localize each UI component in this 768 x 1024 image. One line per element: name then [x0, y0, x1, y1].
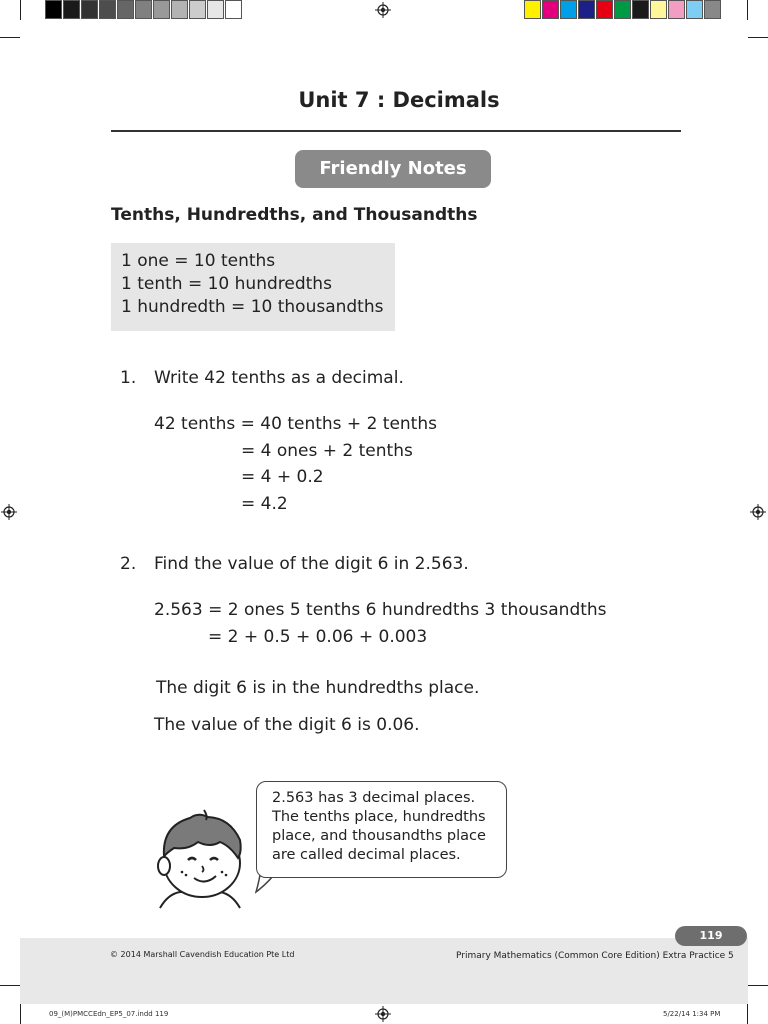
color-swatch [632, 0, 649, 19]
color-swatch [704, 0, 721, 19]
crop-mark [747, 0, 748, 20]
bubble-line: The tenths place, hundredths [272, 809, 486, 825]
boy-character-illustration [150, 808, 250, 910]
color-swatch [189, 0, 206, 19]
color-swatch [225, 0, 242, 19]
slug-filename: 09_(M)PMCCEdn_EP5_07.indd 119 [49, 1010, 169, 1018]
page-title: Unit 7 : Decimals [298, 88, 500, 112]
section-heading: Tenths, Hundredths, and Thousandths [111, 205, 478, 225]
conclusion-text: The value of the digit 6 is 0.06. [154, 715, 420, 735]
color-swatch [171, 0, 188, 19]
notes-line: 1 one = 10 tenths [121, 251, 276, 271]
problem-number: 2. [120, 554, 137, 574]
bubble-line: place, and thousandths place [272, 828, 486, 844]
crop-mark [0, 37, 20, 38]
color-swatch [45, 0, 62, 19]
color-swatch [117, 0, 134, 19]
bubble-line: are called decimal places. [272, 847, 461, 863]
color-swatch [596, 0, 613, 19]
color-swatch [542, 0, 559, 19]
color-swatch [668, 0, 685, 19]
problem-number: 1. [120, 368, 137, 388]
notes-line: 1 hundredth = 10 thousandths [121, 297, 384, 317]
working-line: = 2 + 0.5 + 0.06 + 0.003 [208, 627, 428, 647]
crop-mark [747, 1004, 748, 1024]
problem-prompt: Write 42 tenths as a decimal. [154, 368, 404, 388]
crop-mark [0, 985, 20, 986]
notes-line: 1 tenth = 10 hundredths [121, 274, 332, 294]
color-swatch [650, 0, 667, 19]
color-swatch [135, 0, 152, 19]
color-swatch [207, 0, 224, 19]
crop-mark [20, 0, 21, 20]
color-swatch [578, 0, 595, 19]
working-line: 42 tenths = 40 tenths + 2 tenths [154, 414, 437, 434]
color-swatch [99, 0, 116, 19]
crop-mark [748, 985, 768, 986]
copyright-text: © 2014 Marshall Cavendish Education Pte Ltd [110, 950, 295, 959]
working-line: 2.563 = 2 ones 5 tenths 6 hundredths 3 thousandths [154, 600, 607, 620]
color-swatch [560, 0, 577, 19]
crop-mark [748, 37, 768, 38]
bubble-line: 2.563 has 3 decimal places. [272, 790, 476, 806]
friendly-notes-badge: Friendly Notes [295, 150, 491, 188]
crop-mark [20, 1004, 21, 1024]
working-line: = 4.2 [241, 494, 288, 514]
working-line: = 4 ones + 2 tenths [241, 441, 413, 461]
registration-mark-icon [375, 2, 391, 18]
conclusion-text: The digit 6 is in the hundredths place. [156, 678, 480, 698]
color-swatch [63, 0, 80, 19]
book-title-text: Primary Mathematics (Common Core Edition) Extra Practice 5 [456, 951, 734, 961]
registration-mark-icon [375, 1006, 391, 1022]
color-swatch [686, 0, 703, 19]
title-divider [111, 130, 681, 132]
notes-box [111, 243, 395, 331]
speech-bubble [256, 781, 507, 878]
slug-date: 5/22/14 1:34 PM [663, 1010, 721, 1018]
page-number-badge: 119 [675, 926, 747, 946]
color-swatch [614, 0, 631, 19]
registration-mark-icon [1, 504, 17, 520]
color-swatch [524, 0, 541, 19]
color-swatch [153, 0, 170, 19]
footer-band [20, 938, 748, 1004]
registration-mark-icon [750, 504, 766, 520]
problem-prompt: Find the value of the digit 6 in 2.563. [154, 554, 469, 574]
color-swatch [81, 0, 98, 19]
working-line: = 4 + 0.2 [241, 467, 324, 487]
